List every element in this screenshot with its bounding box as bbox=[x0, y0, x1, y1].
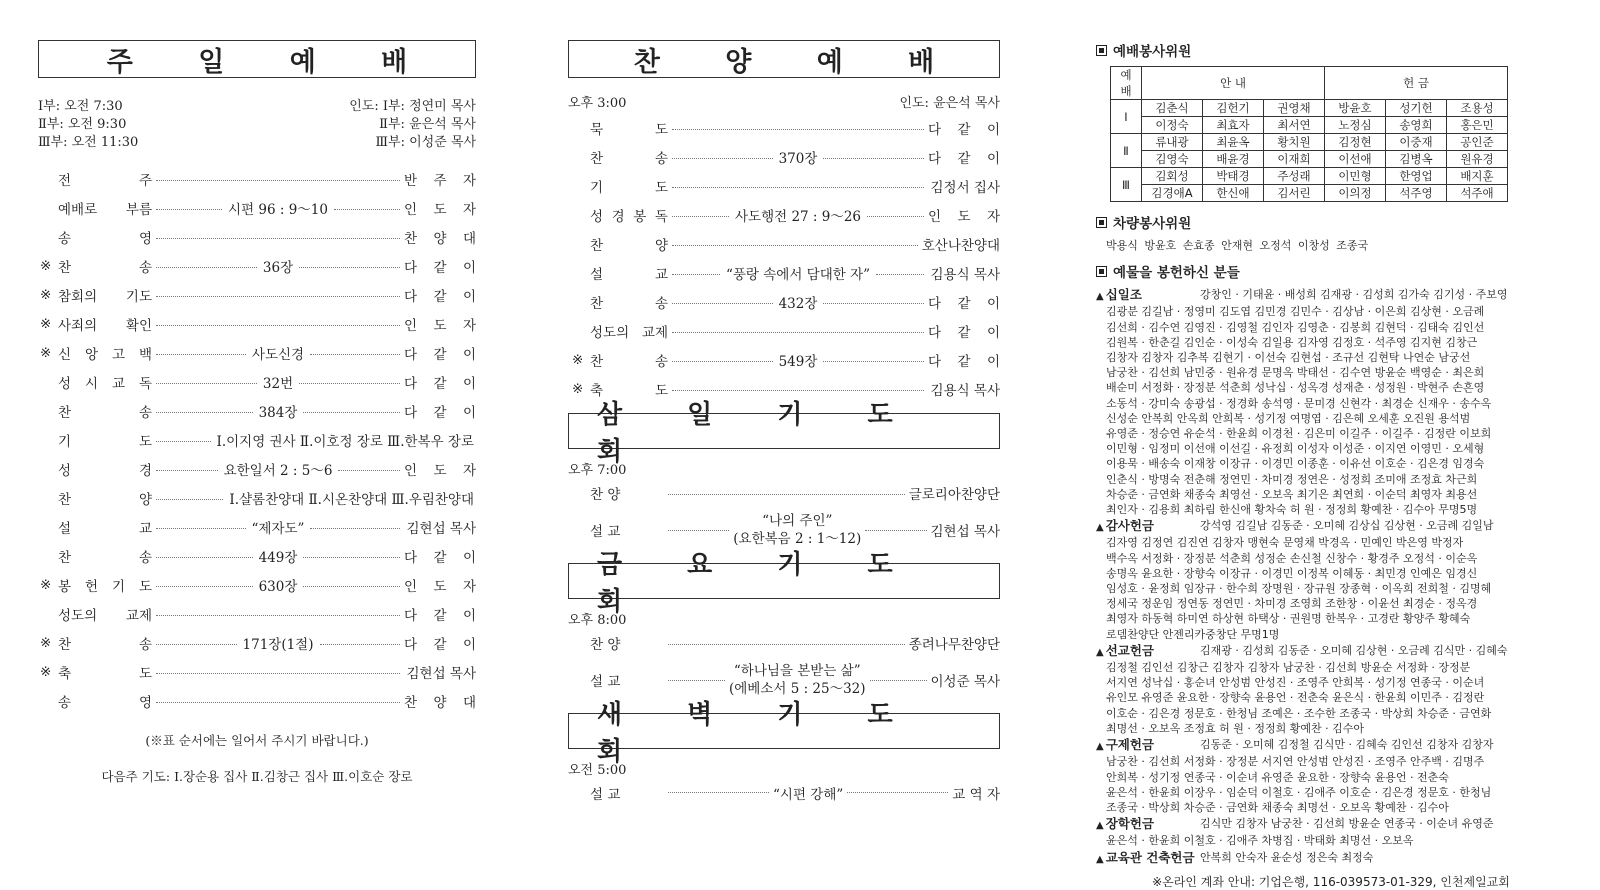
service-number: Ⅲ bbox=[1111, 168, 1142, 202]
praise-label: 찬 양 bbox=[590, 486, 621, 503]
announcements bbox=[1096, 40, 1566, 890]
donor-names-line: 임성호 · 윤정희 임장규 · 한수희 장명원 · 장규원 장종혁 · 이옥희 전희철 · 김명혜 bbox=[1106, 582, 1492, 596]
order-item bbox=[568, 287, 1000, 316]
sunday-service bbox=[38, 40, 476, 785]
service-number: Ⅰ bbox=[1111, 100, 1142, 134]
triangle-bullet-icon: ▲ bbox=[1096, 522, 1104, 534]
triangle-bullet-icon: ▲ bbox=[1096, 853, 1104, 865]
order-detail: 사도행전 27 : 9～26 bbox=[734, 208, 862, 225]
standing-mark: ※ bbox=[40, 663, 52, 680]
order-label: 성 경 봉 독 bbox=[590, 208, 668, 225]
dawn-preacher: 교 역 자 bbox=[952, 786, 1001, 803]
order-label: 신 앙 고 백 bbox=[58, 346, 152, 363]
time-2: Ⅱ부: 오전 9:30 bbox=[38, 117, 127, 132]
triangle-bullet-icon: ▲ bbox=[1096, 820, 1104, 832]
donor-names-line: 서지연 성낙십 · 홍순녀 안성범 안성진 · 조영주 안희복 · 성기정 연종국 · 이순녀 bbox=[1106, 676, 1485, 690]
order-detail: 370장 bbox=[778, 150, 818, 167]
friday-praise-row bbox=[568, 628, 1000, 657]
sunday-order-list bbox=[38, 164, 476, 715]
order-item bbox=[38, 396, 476, 425]
offering-category-name: 구제헌금 bbox=[1105, 737, 1155, 753]
order-person: 다 같 이 bbox=[928, 295, 1000, 312]
wednesday-praise-row bbox=[568, 478, 1000, 507]
order-item bbox=[38, 686, 476, 715]
order-label: 참회의 기도 bbox=[58, 288, 152, 305]
volunteers-table bbox=[1110, 66, 1508, 202]
standing-mark: ※ bbox=[40, 576, 52, 593]
order-label: 찬 송 bbox=[590, 150, 668, 167]
order-person: 찬 양 대 bbox=[404, 694, 476, 711]
guide-volunteer: 이재희 bbox=[1264, 151, 1325, 168]
order-label: 찬 송 bbox=[58, 404, 152, 421]
order-label: 축 도 bbox=[590, 382, 668, 399]
triangle-bullet-icon: ▲ bbox=[1096, 646, 1104, 658]
order-label: 묵 도 bbox=[590, 121, 668, 138]
order-person: 인 도 자 bbox=[404, 462, 476, 479]
praise-title: 찬 양 예 배 bbox=[568, 40, 1000, 78]
guide-volunteer: 김영숙 bbox=[1142, 151, 1203, 168]
order-label: 사죄의 확인 bbox=[58, 317, 152, 334]
order-label: 봉 헌 기 도 bbox=[58, 578, 152, 595]
order-item bbox=[38, 512, 476, 541]
donor-names-line: 윤은석 · 한윤희 이장우 · 임순덕 이철호 · 김애주 이호순 · 김은경 정문호 · 한청님 bbox=[1106, 785, 1492, 799]
order-item bbox=[38, 541, 476, 570]
offering-volunteer: 방윤호 bbox=[1325, 100, 1386, 117]
order-item bbox=[568, 345, 1000, 374]
donor-names-line: 김선희 · 김수연 김영진 · 김영철 김인자 김영춘 · 김봉희 김현덕 · 김태숙 김인선 bbox=[1106, 320, 1485, 334]
order-label: 찬 송 bbox=[58, 259, 152, 276]
order-person: 다 같 이 bbox=[928, 324, 1000, 341]
donor-names-line: 김동준 · 오미혜 김정철 김식만 · 김혜숙 김인선 김창자 김창자 bbox=[1200, 738, 1494, 752]
sunday-times bbox=[38, 98, 476, 152]
donor-names-line: 강석영 김길남 김동준 · 오미혜 김상십 김상현 · 오금례 김일남 bbox=[1200, 519, 1494, 533]
order-person: 다 같 이 bbox=[404, 375, 476, 392]
order-person: 호산나찬양대 bbox=[921, 237, 1000, 254]
dawn-sermon-title: “시편 강해” bbox=[773, 786, 844, 803]
guide-volunteer: 류내광 bbox=[1142, 134, 1203, 151]
table-row bbox=[1111, 117, 1508, 134]
table-row bbox=[1111, 168, 1508, 185]
friday-time: 오후 8:00 bbox=[568, 613, 627, 628]
order-person: 다 같 이 bbox=[404, 346, 476, 363]
offering-category-name: 교육관 건축헌금 bbox=[1105, 849, 1195, 865]
donor-names-line: 정세국 정운임 정연동 정연민 · 차미경 조영희 조한창 · 이윤선 최경순 · 정옥경 bbox=[1106, 597, 1478, 611]
table-header-offering: 헌 금 bbox=[1325, 67, 1508, 100]
offering-category-name: 감사헌금 bbox=[1105, 518, 1155, 534]
order-item bbox=[568, 200, 1000, 229]
order-person: 김정서 집사 bbox=[930, 179, 1000, 196]
order-item bbox=[38, 483, 476, 512]
order-label: 송 영 bbox=[58, 230, 152, 247]
donor-names-line: 차승준 · 금연화 채종숙 최영선 · 오보옥 최기은 최연희 · 이순덕 최영자 최용선 bbox=[1106, 487, 1478, 501]
leader-3: Ⅲ부: 이성준 목사 bbox=[375, 135, 476, 150]
wednesday-praise-by: 글로리아찬양단 bbox=[908, 486, 1000, 503]
order-person: 다 같 이 bbox=[404, 288, 476, 305]
offering-volunteer: 이민형 bbox=[1325, 168, 1386, 185]
order-item bbox=[568, 258, 1000, 287]
dawn-time: 오전 5:00 bbox=[568, 763, 627, 778]
offering-volunteer: 김정현 bbox=[1325, 134, 1386, 151]
friday-preacher: 이성준 목사 bbox=[930, 674, 1001, 690]
offering-volunteer: 원유경 bbox=[1447, 151, 1508, 168]
offering-volunteer: 공인준 bbox=[1447, 134, 1508, 151]
order-item bbox=[38, 367, 476, 396]
order-item bbox=[38, 193, 476, 222]
praise-label: 찬 양 bbox=[590, 636, 621, 653]
order-person: 반 주 자 bbox=[404, 172, 476, 189]
offering-volunteer: 이중재 bbox=[1386, 134, 1447, 151]
order-detail: 384장 bbox=[258, 404, 298, 421]
square-bullet-icon bbox=[1096, 266, 1107, 277]
order-detail: 32번 bbox=[262, 375, 294, 392]
offering-category bbox=[1096, 850, 1566, 867]
order-detail: 36장 bbox=[262, 259, 294, 276]
donor-names-line: 김재광 · 김성희 김동준 · 오미혜 김상현 · 오금례 김식만 · 김혜숙 bbox=[1200, 643, 1508, 657]
time-3: Ⅲ부: 오전 11:30 bbox=[38, 135, 139, 150]
donor-names-line: 유영준 · 정승연 유순석 · 한윤희 이경천 · 김은미 이길주 · 이길주 · 김정란 이보희 bbox=[1106, 427, 1492, 441]
offering-volunteer: 배지훈 bbox=[1447, 168, 1508, 185]
donor-names-line: 남궁찬 · 김선희 남민중 · 원유경 문명옥 박태선 · 김수연 방윤순 백영순 · 최은희 bbox=[1106, 366, 1485, 380]
table-header-service: 예배 bbox=[1111, 67, 1142, 100]
guide-volunteer: 김경애A bbox=[1142, 185, 1203, 202]
donor-names-line: 로뎀찬양단 안젠리카중창단 무명1명 bbox=[1106, 627, 1280, 641]
order-person: 인 도 자 bbox=[404, 201, 476, 218]
vehicle-names: 박용식 방윤호 손효종 안재현 오정석 이창성 조종국 bbox=[1106, 239, 1369, 252]
wednesday-sermon-ref: (요한복음 2 : 1～12) bbox=[733, 531, 862, 547]
order-detail: “풍랑 속에서 담대한 자” bbox=[725, 266, 871, 283]
order-item bbox=[38, 338, 476, 367]
donor-names-line: 김원복 · 한춘길 김인순 · 이성숙 김일용 김자영 김정호 · 석주영 김지현 김창근 bbox=[1106, 335, 1478, 349]
offering-volunteer: 노정심 bbox=[1325, 117, 1386, 134]
order-item bbox=[38, 164, 476, 193]
table-row bbox=[1111, 100, 1508, 117]
donor-names-line: 송명옥 윤요한 · 장향숙 이장규 · 이경민 이정복 이혜동 · 최민경 인예은 임경신 bbox=[1106, 566, 1478, 580]
guide-volunteer: 권영채 bbox=[1264, 100, 1325, 117]
order-person: 인 도 자 bbox=[404, 578, 476, 595]
order-person: 인 도 자 bbox=[404, 317, 476, 334]
order-person: 다 같 이 bbox=[928, 150, 1000, 167]
wednesday-preacher: 김현섭 목사 bbox=[930, 524, 1001, 540]
order-label: 성 경 bbox=[58, 462, 152, 479]
bank-account-note: ※온라인 계좌 안내: 기업은행, 116-039573-01-329, 인천제일교회 bbox=[1152, 874, 1510, 889]
order-detail: 630장 bbox=[258, 578, 298, 595]
offering-volunteer: 석주애 bbox=[1447, 185, 1508, 202]
offering-volunteer: 송영희 bbox=[1386, 117, 1447, 134]
guide-volunteer: 최서연 bbox=[1264, 117, 1325, 134]
order-item bbox=[38, 251, 476, 280]
order-item bbox=[38, 425, 476, 454]
order-label: 전 주 bbox=[58, 172, 152, 189]
standing-mark: ※ bbox=[40, 344, 52, 361]
standing-mark: ※ bbox=[40, 257, 52, 274]
order-person: 다 같 이 bbox=[404, 607, 476, 624]
table-row bbox=[1111, 151, 1508, 168]
order-item bbox=[568, 229, 1000, 258]
order-item bbox=[38, 222, 476, 251]
order-label: 기 도 bbox=[58, 433, 152, 450]
order-label: 성도의 교제 bbox=[58, 607, 152, 624]
order-person: 김현섭 목사 bbox=[406, 665, 476, 682]
offerings-list bbox=[1096, 287, 1566, 867]
order-label: 찬 송 bbox=[58, 549, 152, 566]
order-label: 설 교 bbox=[58, 520, 152, 537]
standing-mark: ※ bbox=[572, 351, 584, 368]
wednesday-sermon-title: “나의 주인” bbox=[762, 513, 833, 529]
offering-category bbox=[1096, 816, 1566, 848]
standing-note: (※표 순서에는 일어서 주시기 바랍니다.) bbox=[145, 733, 369, 748]
donor-names-line: 안희복 · 성기정 연종국 · 이순녀 유영준 윤요한 · 장향숙 윤용언 · 전춘숙 bbox=[1106, 770, 1449, 784]
order-item bbox=[38, 628, 476, 657]
order-person: 다 같 이 bbox=[928, 353, 1000, 370]
offering-volunteer: 이의정 bbox=[1325, 185, 1386, 202]
offering-category bbox=[1096, 518, 1566, 642]
order-label: 성 시 교 독 bbox=[58, 375, 152, 392]
triangle-bullet-icon: ▲ bbox=[1096, 291, 1104, 303]
table-header-row bbox=[1111, 67, 1508, 100]
square-bullet-icon bbox=[1096, 45, 1107, 56]
guide-volunteer: 배윤경 bbox=[1203, 151, 1264, 168]
order-label: 송 영 bbox=[58, 694, 152, 711]
donor-names-line: 조종국 · 박상희 차승준 · 금연화 채종숙 최명선 · 오보옥 황예찬 · 김수아 bbox=[1106, 800, 1449, 814]
order-person: 인 도 자 bbox=[928, 208, 1000, 225]
offering-volunteer: 성기헌 bbox=[1386, 100, 1447, 117]
praise-time: 오후 3:00 bbox=[568, 96, 627, 111]
vehicle-heading: 차량봉사위원 bbox=[1096, 212, 1566, 232]
donor-names-line: 백수옥 서정화 · 장정분 석춘희 성정순 손신철 신창수 · 황경주 오정석 · 이순옥 bbox=[1106, 551, 1478, 565]
order-label: 찬 송 bbox=[590, 295, 668, 312]
donor-names-line: 최인자 · 김용희 최하림 한신애 황차숙 허 원 · 정정희 황예찬 · 김수아 무명5명 bbox=[1106, 503, 1478, 517]
order-item bbox=[38, 599, 476, 628]
square-bullet-icon bbox=[1096, 217, 1107, 228]
offerings-heading: 예물을 봉헌하신 분들 bbox=[1096, 261, 1566, 281]
praise-order-list bbox=[568, 113, 1000, 403]
offering-category-name: 십일조 bbox=[1105, 287, 1142, 303]
other-services bbox=[568, 40, 1000, 807]
order-detail: 449장 bbox=[258, 549, 298, 566]
offering-category-name: 선교헌금 bbox=[1105, 642, 1155, 658]
order-detail: 549장 bbox=[778, 353, 818, 370]
order-item bbox=[568, 316, 1000, 345]
donor-names-line: 이호순 · 김은경 정문호 · 한청님 조예은 · 조수한 조종국 · 박상희 차승준 · 금연화 bbox=[1106, 706, 1492, 720]
offering-volunteer: 한영업 bbox=[1386, 168, 1447, 185]
order-item bbox=[38, 309, 476, 338]
guide-volunteer: 김춘식 bbox=[1142, 100, 1203, 117]
donor-names-line: 이민형 · 임정미 이선애 이선길 · 유정희 이성자 이성준 · 이지연 이영민 · 오세형 bbox=[1106, 442, 1485, 456]
order-item bbox=[38, 570, 476, 599]
dawn-sermon-row bbox=[568, 778, 1000, 807]
table-row bbox=[1111, 134, 1508, 151]
order-label: 성도의 교제 bbox=[590, 324, 668, 341]
offering-volunteer: 석주영 bbox=[1386, 185, 1447, 202]
offering-volunteer: 김병옥 bbox=[1386, 151, 1447, 168]
order-item bbox=[568, 171, 1000, 200]
friday-sermon-ref: (에베소서 5 : 25～32) bbox=[728, 681, 866, 697]
triangle-bullet-icon: ▲ bbox=[1096, 741, 1104, 753]
friday-title: 금 요 기 도 회 bbox=[568, 563, 1000, 599]
order-person: 다 같 이 bbox=[928, 121, 1000, 138]
order-label: 찬 송 bbox=[590, 353, 668, 370]
guide-volunteer: 한신애 bbox=[1203, 185, 1264, 202]
sermon-label: 설 교 bbox=[590, 674, 621, 690]
order-item bbox=[568, 113, 1000, 142]
friday-sermon-title: “하나님을 본받는 삶” bbox=[733, 663, 861, 679]
donor-names-line: 김창자 김창자 김추복 김현기 · 이선숙 김현섭 · 조규선 김현탁 나연순 남궁선 bbox=[1106, 351, 1471, 365]
order-label: 찬 양 bbox=[590, 237, 668, 254]
order-person: 김용식 목사 bbox=[930, 382, 1000, 399]
donor-names-line: 김정철 김인선 김창근 김창자 김창자 남궁찬 · 김선희 방윤순 서정화 · 장정분 bbox=[1106, 661, 1471, 675]
donor-names-line: 소동석 · 강미숙 송광섭 · 정경화 송석영 · 문미경 신현각 · 최경순 신재우 · 송수옥 bbox=[1106, 396, 1492, 410]
standing-mark: ※ bbox=[40, 286, 52, 303]
donor-names-line: 최명선 · 오보옥 조정효 허 원 · 정정희 황예찬 · 김수아 bbox=[1106, 721, 1364, 735]
leader-2: Ⅱ부: 윤은석 목사 bbox=[379, 117, 476, 132]
service-number: Ⅱ bbox=[1111, 134, 1142, 168]
next-week-prayer: 다음주 기도: Ⅰ.장순용 집사 Ⅱ.김창근 집사 Ⅲ.이호순 장로 bbox=[101, 769, 413, 784]
offering-volunteer: 이선애 bbox=[1325, 151, 1386, 168]
donor-names-line: 최영자 하동혁 하미연 하상현 하택상 · 권원명 한복우 · 고경란 황양주 황혜숙 bbox=[1106, 612, 1471, 626]
standing-mark: ※ bbox=[40, 315, 52, 332]
guide-volunteer: 김서린 bbox=[1264, 185, 1325, 202]
guide-volunteer: 주성래 bbox=[1264, 168, 1325, 185]
donor-names-line: 윤은석 · 한윤희 이철호 · 김애주 차병집 · 박태화 최명선 · 오보옥 bbox=[1106, 834, 1414, 848]
guide-volunteer: 최효자 bbox=[1203, 117, 1264, 134]
praise-time-row bbox=[568, 92, 1000, 111]
order-person: 김용식 목사 bbox=[930, 266, 1001, 283]
order-detail: Ⅰ.샬롬찬양대 Ⅱ.시온찬양대 Ⅲ.우림찬양대 bbox=[229, 491, 474, 508]
order-person: 다 같 이 bbox=[404, 259, 476, 276]
order-detail: Ⅰ.이지영 권사 Ⅱ.이호정 장로 Ⅲ.한복우 장로 bbox=[216, 433, 474, 450]
donor-names-line: 김자영 김정연 김진연 김창자 맹현숙 문영채 박경옥 · 민예인 박은영 박정자 bbox=[1106, 536, 1464, 550]
order-detail: 사도신경 bbox=[251, 346, 305, 363]
donor-names-line: 인춘식 · 방명숙 전춘해 정연민 · 차미경 정연은 · 성정희 조미애 조정효 차근희 bbox=[1106, 472, 1478, 486]
praise-leader: 인도: 윤은석 목사 bbox=[899, 96, 1000, 111]
donor-names-line: 강창인 · 기태윤 · 배성희 김재광 · 김성희 김가숙 김기성 · 주보영 bbox=[1200, 288, 1508, 302]
order-person: 다 같 이 bbox=[404, 404, 476, 421]
order-person: 김현섭 목사 bbox=[406, 520, 476, 537]
table-row bbox=[1111, 185, 1508, 202]
donor-names-line: 배순미 서정화 · 장정분 석춘희 성낙십 · 성옥경 성재춘 · 성정원 · 박현주 손흔영 bbox=[1106, 381, 1485, 395]
donor-names-line: 신성순 안복희 안옥희 안희복 · 성기정 여명엽 · 김은혜 오세훈 오진원 용석범 bbox=[1106, 411, 1471, 425]
order-detail: 171장(1절) bbox=[242, 636, 314, 653]
donor-names-line: 안복희 안숙자 윤순성 정은숙 최정숙 bbox=[1200, 850, 1374, 864]
time-1: Ⅰ부: 오전 7:30 bbox=[38, 99, 123, 114]
table-header-guide: 안 내 bbox=[1142, 67, 1325, 100]
dawn-title: 새 벽 기 도 회 bbox=[568, 713, 1000, 749]
order-person: 찬 양 대 bbox=[404, 230, 476, 247]
sermon-label: 설 교 bbox=[590, 524, 621, 540]
guide-volunteer: 이정숙 bbox=[1142, 117, 1203, 134]
order-detail: 432장 bbox=[778, 295, 818, 312]
wednesday-time: 오후 7:00 bbox=[568, 463, 627, 478]
order-label: 찬 양 bbox=[58, 491, 152, 508]
order-person: 다 같 이 bbox=[404, 549, 476, 566]
offering-category bbox=[1096, 737, 1566, 815]
standing-mark: ※ bbox=[40, 634, 52, 651]
leader-1: 인도: Ⅰ부: 정연미 목사 bbox=[349, 99, 476, 114]
order-item bbox=[38, 657, 476, 686]
guide-volunteer: 최윤옥 bbox=[1203, 134, 1264, 151]
order-item bbox=[568, 142, 1000, 171]
volunteers-heading: 예배봉사위원 bbox=[1096, 40, 1566, 60]
order-label: 예배로 부름 bbox=[58, 201, 152, 218]
order-label: 기 도 bbox=[590, 179, 668, 196]
offering-category bbox=[1096, 287, 1566, 517]
offering-volunteer: 홍은민 bbox=[1447, 117, 1508, 134]
donor-names-line: 이용묵 · 배송숙 이재창 이장규 · 이경민 이종훈 · 이유선 이호순 · 김은경 임경숙 bbox=[1106, 457, 1485, 471]
order-item bbox=[38, 454, 476, 483]
order-detail: 시편 96 : 9～10 bbox=[228, 201, 328, 218]
donor-names-line: 김식만 김창자 남궁찬 · 김선희 방윤순 연종국 · 이순녀 유영준 bbox=[1200, 817, 1494, 831]
order-label: 설 교 bbox=[590, 266, 668, 283]
guide-volunteer: 황치원 bbox=[1264, 134, 1325, 151]
wednesday-title: 삼 일 기 도 회 bbox=[568, 413, 1000, 449]
guide-volunteer: 김헌기 bbox=[1203, 100, 1264, 117]
order-label: 찬 송 bbox=[58, 636, 152, 653]
standing-mark: ※ bbox=[572, 380, 584, 397]
order-person: 다 같 이 bbox=[404, 636, 476, 653]
donor-names-line: 유인모 유영준 윤요한 · 장향숙 윤용언 · 전춘숙 윤은식 · 한윤희 이민주 · 김정란 bbox=[1106, 691, 1485, 705]
offering-category bbox=[1096, 643, 1566, 736]
order-detail: 요한일서 2 : 5～6 bbox=[223, 462, 333, 479]
donor-names-line: 김광분 김길남 · 정영미 김도엽 김민경 김민수 · 김상남 · 이은희 김상현 · 오금례 bbox=[1106, 305, 1485, 319]
offering-category-name: 장학헌금 bbox=[1105, 816, 1155, 832]
guide-volunteer: 김회성 bbox=[1142, 168, 1203, 185]
order-item bbox=[38, 280, 476, 309]
donor-names-line: 남궁찬 · 김선희 서정화 · 장정분 서지연 안성범 안성진 · 조영주 안주백 · 김명주 bbox=[1106, 755, 1485, 769]
friday-praise-by: 종려나무찬양단 bbox=[908, 636, 1000, 653]
sermon-label: 설 교 bbox=[590, 786, 621, 803]
order-detail: “제자도” bbox=[251, 520, 305, 537]
sunday-title: 주 일 예 배 bbox=[38, 40, 476, 78]
order-label: 축 도 bbox=[58, 665, 152, 682]
offering-volunteer: 조용성 bbox=[1447, 100, 1508, 117]
guide-volunteer: 박태경 bbox=[1203, 168, 1264, 185]
